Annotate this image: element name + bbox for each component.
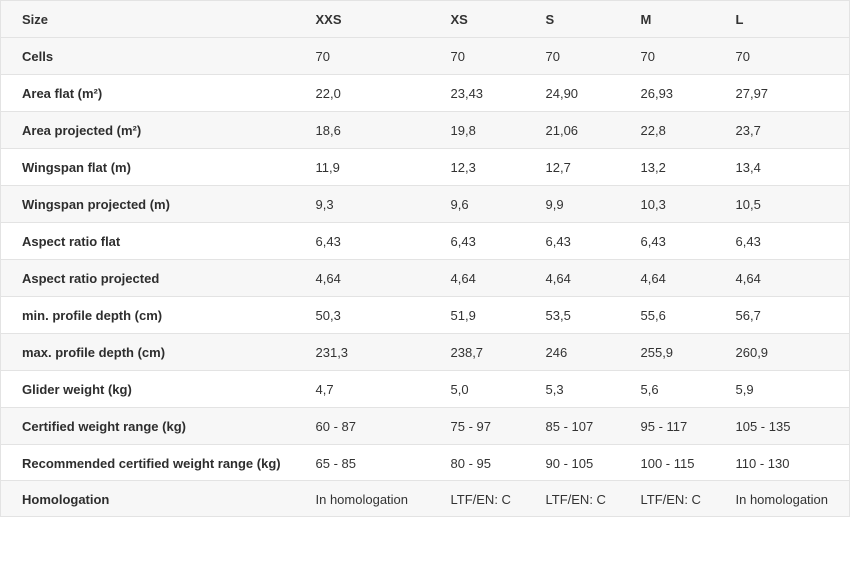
table-cell: In homologation	[715, 481, 850, 517]
table-cell: 5,0	[430, 371, 525, 408]
table-cell: 19,8	[430, 112, 525, 149]
table-cell: 4,64	[525, 260, 620, 297]
header-size-s: S	[525, 1, 620, 38]
table-header-row	[1, 1, 850, 38]
table-row	[1, 186, 850, 223]
table-cell: 70	[430, 38, 525, 75]
table-cell: 6,43	[430, 223, 525, 260]
table-row	[1, 149, 850, 186]
table-cell: 22,0	[295, 75, 430, 112]
header-size-xxs: XXS	[295, 1, 430, 38]
table-cell: 9,6	[430, 186, 525, 223]
table-cell: 4,64	[295, 260, 430, 297]
table-row	[1, 223, 850, 260]
header-size-label: Size	[1, 1, 295, 38]
table-cell: 9,3	[295, 186, 430, 223]
table-cell: 11,9	[295, 149, 430, 186]
table-cell: 6,43	[525, 223, 620, 260]
table-row	[1, 445, 850, 481]
table-cell: 50,3	[295, 297, 430, 334]
table-cell: 65 - 85	[295, 445, 430, 481]
table-cell: 238,7	[430, 334, 525, 371]
table-cell: 13,2	[620, 149, 715, 186]
table-cell: 53,5	[525, 297, 620, 334]
row-label: Glider weight (kg)	[1, 371, 295, 408]
table-cell: 260,9	[715, 334, 850, 371]
table-cell: 5,6	[620, 371, 715, 408]
table-cell: 13,4	[715, 149, 850, 186]
table-cell: 56,7	[715, 297, 850, 334]
table-cell: 26,93	[620, 75, 715, 112]
table-cell: 95 - 117	[620, 408, 715, 445]
table-cell: 85 - 107	[525, 408, 620, 445]
table-cell: 21,06	[525, 112, 620, 149]
table-cell: 4,64	[715, 260, 850, 297]
table-row	[1, 75, 850, 112]
table-cell: In homologation	[295, 481, 430, 517]
header-size-l: L	[715, 1, 850, 38]
row-label: max. profile depth (cm)	[1, 334, 295, 371]
table-cell: 10,5	[715, 186, 850, 223]
table-cell: 70	[715, 38, 850, 75]
table-cell: 80 - 95	[430, 445, 525, 481]
table-row	[1, 112, 850, 149]
table-cell: 110 - 130	[715, 445, 850, 481]
row-label: Area flat (m²)	[1, 75, 295, 112]
table-cell: 55,6	[620, 297, 715, 334]
row-label: Homologation	[1, 481, 295, 517]
table-cell: 4,7	[295, 371, 430, 408]
header-size-m: M	[620, 1, 715, 38]
table-cell: 70	[295, 38, 430, 75]
table-cell: LTF/EN: C	[525, 481, 620, 517]
table-cell: 6,43	[295, 223, 430, 260]
table-cell: 6,43	[620, 223, 715, 260]
table-cell: LTF/EN: C	[620, 481, 715, 517]
header-size-xs: XS	[430, 1, 525, 38]
table-cell: 4,64	[430, 260, 525, 297]
table-cell: 5,3	[525, 371, 620, 408]
table-cell: 60 - 87	[295, 408, 430, 445]
table-cell: 6,43	[715, 223, 850, 260]
table-cell: 9,9	[525, 186, 620, 223]
row-label: Aspect ratio flat	[1, 223, 295, 260]
table-row	[1, 38, 850, 75]
row-label: Recommended certified weight range (kg)	[1, 445, 295, 481]
table-cell: 100 - 115	[620, 445, 715, 481]
table-cell: 51,9	[430, 297, 525, 334]
table-row	[1, 297, 850, 334]
table-cell: 12,3	[430, 149, 525, 186]
table-row	[1, 371, 850, 408]
table-row	[1, 260, 850, 297]
row-label: min. profile depth (cm)	[1, 297, 295, 334]
table-cell: 255,9	[620, 334, 715, 371]
table-cell: 231,3	[295, 334, 430, 371]
row-label: Wingspan projected (m)	[1, 186, 295, 223]
table-cell: 24,90	[525, 75, 620, 112]
table-cell: 23,43	[430, 75, 525, 112]
row-label: Wingspan flat (m)	[1, 149, 295, 186]
table-cell: 23,7	[715, 112, 850, 149]
table-cell: 4,64	[620, 260, 715, 297]
table-cell: 90 - 105	[525, 445, 620, 481]
table-row	[1, 408, 850, 445]
table-cell: 12,7	[525, 149, 620, 186]
table-cell: 70	[525, 38, 620, 75]
table-cell: 70	[620, 38, 715, 75]
row-label: Cells	[1, 38, 295, 75]
table-cell: 246	[525, 334, 620, 371]
table-row	[1, 334, 850, 371]
table-cell: 22,8	[620, 112, 715, 149]
table-cell: 75 - 97	[430, 408, 525, 445]
row-label: Certified weight range (kg)	[1, 408, 295, 445]
table-cell: 27,97	[715, 75, 850, 112]
table-cell: LTF/EN: C	[430, 481, 525, 517]
table-cell: 105 - 135	[715, 408, 850, 445]
table-row	[1, 481, 850, 517]
row-label: Area projected (m²)	[1, 112, 295, 149]
table-cell: 5,9	[715, 371, 850, 408]
table-cell: 18,6	[295, 112, 430, 149]
row-label: Aspect ratio projected	[1, 260, 295, 297]
table-cell: 10,3	[620, 186, 715, 223]
